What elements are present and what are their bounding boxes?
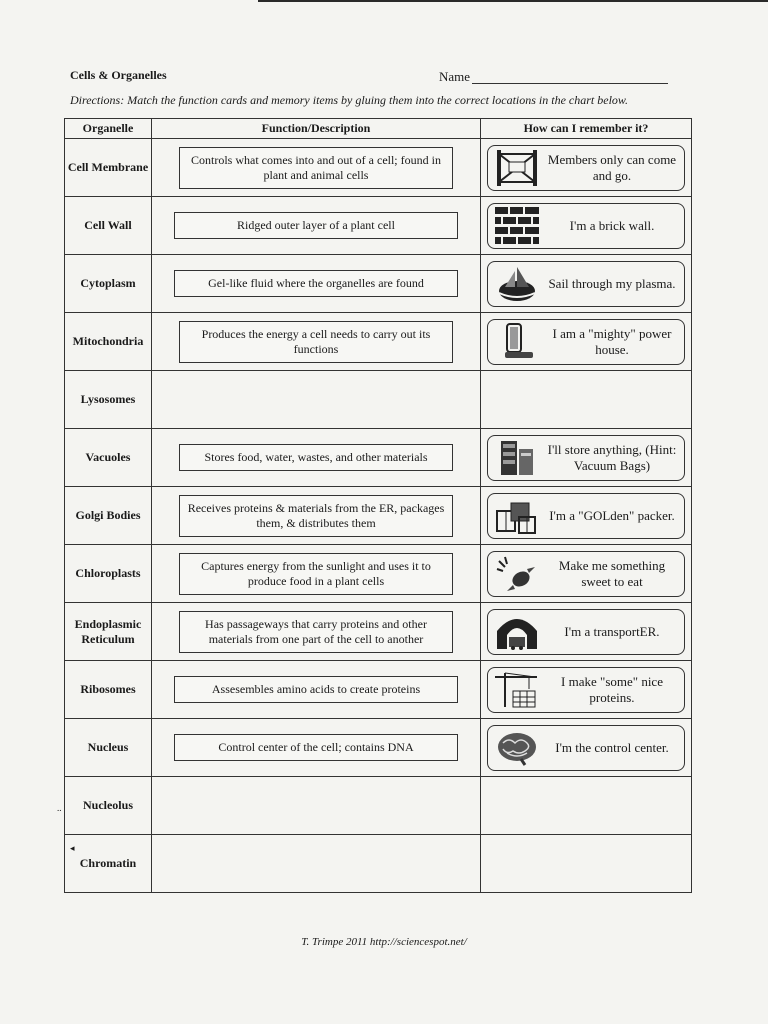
organelle-name: Cell Membrane (65, 139, 152, 197)
name-label: Name (439, 69, 471, 84)
memory-text: I'm the control center. (555, 739, 669, 755)
memory-text: I'm a brick wall. (569, 217, 655, 233)
footer-credit: T. Trimpe 2011 http://sciencespot.net/ (301, 936, 467, 948)
organelle-name: Lysosomes (65, 371, 152, 429)
function-cell (152, 197, 481, 255)
table-row-nucleolus (65, 777, 692, 835)
stray-mark: ◂ (70, 843, 75, 853)
table-row-chloroplasts (65, 545, 692, 603)
function-cell (152, 719, 481, 777)
memory-cell (481, 255, 692, 313)
table-row-vacuoles (65, 429, 692, 487)
function-cell (152, 603, 481, 661)
function-card: Controls what comes into and out of a cell; found in plant and animal cells (179, 147, 453, 189)
function-cell (152, 371, 481, 429)
memory-text: I make "some" nice proteins. (561, 673, 663, 705)
table-row-chromatin (65, 835, 692, 893)
function-cell (152, 545, 481, 603)
storage-drum-icon (494, 439, 540, 477)
gate-icon (494, 149, 540, 187)
organelle-name: Nucleus (65, 719, 152, 777)
worksheet-title: Cells & Organelles (70, 68, 167, 82)
table-row-nucleus (65, 719, 692, 777)
memory-card (487, 493, 685, 539)
stray-mark: .. (57, 803, 62, 813)
organelle-name: Mitochondria (65, 313, 152, 371)
candy-icon (494, 555, 540, 593)
column-header-organelle: Organelle (65, 119, 152, 139)
packages-icon (494, 497, 540, 535)
function-cell (152, 487, 481, 545)
function-card: Control center of the cell; contains DNA (174, 734, 458, 761)
memory-cell (481, 313, 692, 371)
function-card: Stores food, water, wastes, and other materials (179, 444, 453, 471)
memory-cell (481, 603, 692, 661)
tunnel-icon (494, 613, 540, 651)
table-row-mitochondria (65, 313, 692, 371)
organelle-name: Ribosomes (65, 661, 152, 719)
scan-edge-line (258, 0, 768, 2)
table-row-cell-wall (65, 197, 692, 255)
function-card: Gel-like fluid where the organelles are found (174, 270, 458, 297)
memory-cell (481, 139, 692, 197)
organelle-name: Golgi Bodies (65, 487, 152, 545)
memory-card (487, 667, 685, 713)
memory-text: Make me something sweet to eat (558, 557, 666, 589)
function-cell (152, 429, 481, 487)
function-cell (152, 661, 481, 719)
memory-cell (481, 777, 692, 835)
table-row-cell-membrane (65, 139, 692, 197)
memory-text: I am a "mighty" power house. (552, 325, 672, 357)
organelle-name: Cytoplasm (65, 255, 152, 313)
organelle-name: Nucleolus (65, 777, 152, 835)
function-cell (152, 313, 481, 371)
memory-card (487, 319, 685, 365)
function-card: Has passageways that carry proteins and other materials from one part of the cell to another (179, 611, 453, 653)
battery-icon (494, 323, 540, 361)
organelle-name: Chloroplasts (65, 545, 152, 603)
crane-icon (494, 671, 540, 709)
organelle-chart (64, 118, 692, 893)
organelle-name: Endoplasmic Reticulum (65, 603, 152, 661)
memory-card (487, 261, 685, 307)
function-card: Receives proteins & materials from the ER, packages them, & distributes them (179, 495, 453, 537)
memory-text: I'm a transportER. (564, 623, 660, 639)
organelle-name: Cell Wall (65, 197, 152, 255)
memory-cell (481, 545, 692, 603)
function-card: Captures energy from the sunlight and uses it to produce food in a plant cells (179, 553, 453, 595)
function-cell (152, 835, 481, 893)
memory-text: Members only can come and go. (547, 151, 677, 183)
organelle-name: Vacuoles (65, 429, 152, 487)
memory-cell (481, 719, 692, 777)
memory-card (487, 725, 685, 771)
memory-text: I'm a "GOLden" packer. (549, 507, 675, 523)
memory-cell (481, 429, 692, 487)
column-header-memory: How can I remember it? (481, 119, 692, 139)
table-row-golgi-bodies (65, 487, 692, 545)
name-field[interactable] (472, 83, 668, 84)
memory-text: I'll store anything, (Hint: Vacuum Bags) (547, 441, 677, 473)
memory-card (487, 551, 685, 597)
memory-card (487, 435, 685, 481)
memory-cell (481, 661, 692, 719)
table-row-lysosomes (65, 371, 692, 429)
brain-icon (494, 729, 540, 767)
table-row-cytoplasm (65, 255, 692, 313)
table-row-endoplasmic-reticulum (65, 603, 692, 661)
function-card: Ridged outer layer of a plant cell (174, 212, 458, 239)
function-cell (152, 139, 481, 197)
memory-text: Sail through my plasma. (548, 275, 676, 291)
table-row-ribosomes (65, 661, 692, 719)
sailboat-icon (494, 265, 540, 303)
function-card: Produces the energy a cell needs to carry out its functions (179, 321, 453, 363)
memory-card (487, 609, 685, 655)
brick-wall-icon (494, 207, 540, 245)
memory-cell (481, 835, 692, 893)
function-cell (152, 777, 481, 835)
directions: Directions: Match the function cards and memory items by gluing them into the correct locations in the chart below. (70, 93, 629, 107)
column-header-function: Function/Description (152, 119, 481, 139)
memory-card (487, 203, 685, 249)
memory-cell (481, 487, 692, 545)
organelle-name: Chromatin (65, 835, 152, 893)
function-card: Assesembles amino acids to create proteins (174, 676, 458, 703)
memory-cell (481, 371, 692, 429)
memory-cell (481, 197, 692, 255)
memory-card (487, 145, 685, 191)
function-cell (152, 255, 481, 313)
